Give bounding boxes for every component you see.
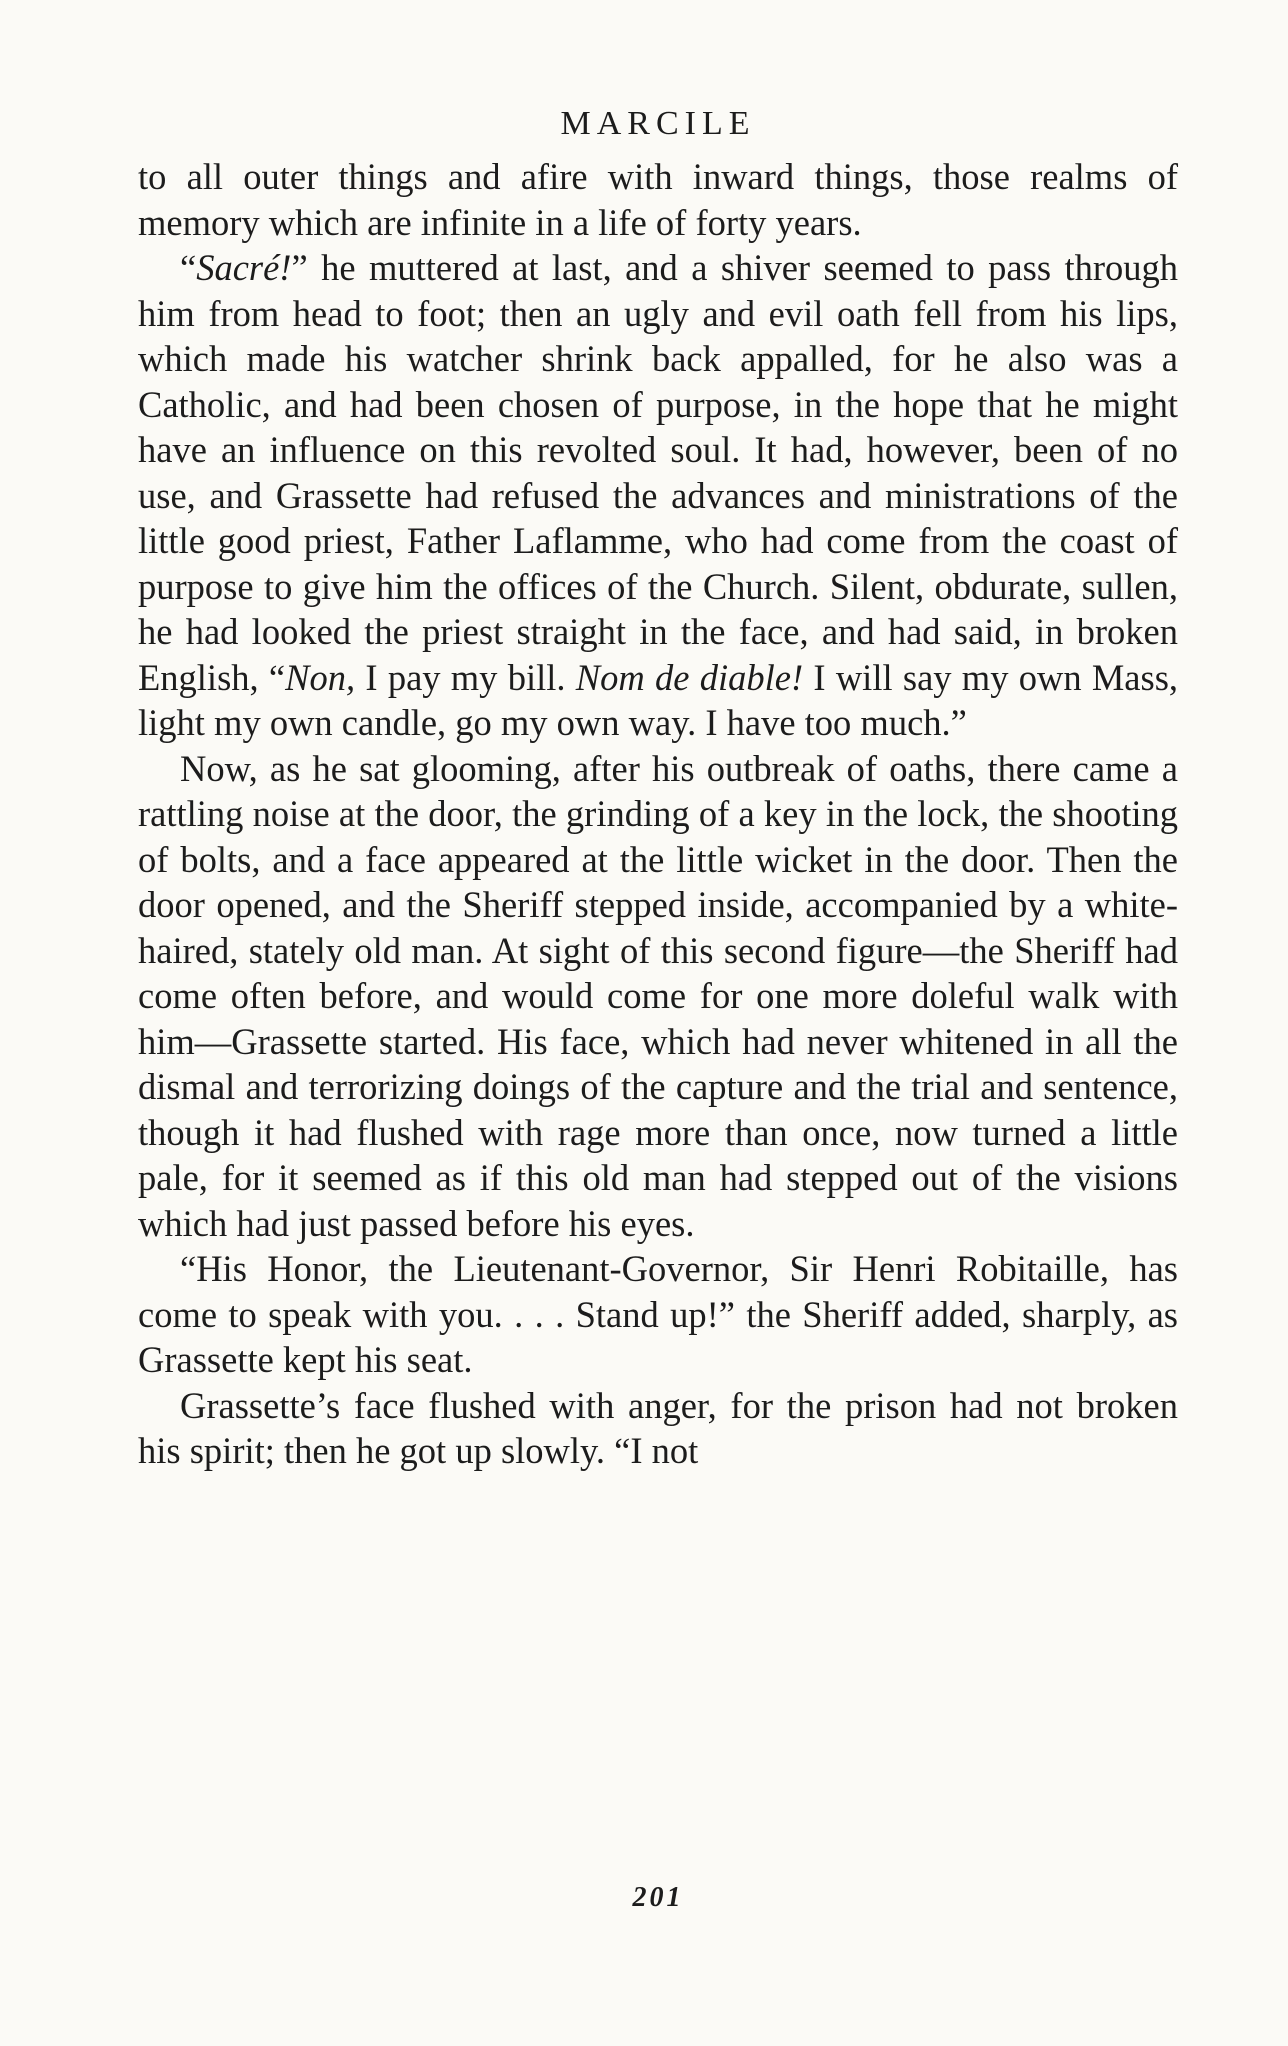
italic-sacre: Sacré! bbox=[196, 247, 292, 288]
open-quote: “ bbox=[180, 247, 197, 288]
paragraph-2-text-a: ” he muttered at last, and a shiver seemed to pass through him from head to foot; then an ugly and evil oath fell from his lips, which made his watcher shrink back appalled, for he also was a Catholic, and had been chosen of purpose, in the hope that he might have an influence on this revolted soul. It had, however, been of no use, and Grassette had refused the advances and ministrations of the little good priest, Father Laflamme, who had come from the coast of purpose to give him the offices of the Church. Silent, obdurate, sullen, he had looked the priest straight in the face, and had said, in broken English, “ bbox=[138, 247, 1178, 698]
page-number: 201 bbox=[632, 1882, 684, 1913]
paragraph-1: to all outer things and afire with inward things, those realms of memory which are infinite in a life of forty years. bbox=[138, 156, 1178, 243]
paragraph-3: Now, as he sat glooming, after his outbreak of oaths, there came a rattling noise at the door, the grinding of a key in the lock, the shooting of bolts, and a face appeared at the little wicket in the door. Then the door opened, and the Sheriff stepped inside, accompanied by a white-haired, stately old man. At sight of this second figure—the Sheriff had come often before, and would come for one more doleful walk with him—Grassette started. His face, which had never whitened in all the dismal and terrorizing doings of the capture and the trial and sentence, though it had flushed with rage more than once, now turned a little pale, for it seemed as if this old man had stepped out of the visions which had just passed before his eyes. bbox=[138, 747, 1178, 1244]
running-title: MARCILE bbox=[560, 105, 756, 142]
book-page bbox=[138, 100, 1179, 1913]
paragraph-4: “His Honor, the Lieutenant-Governor, Sir Henri Robitaille, has come to speak with you. . . . Stand up!” the Sheriff added, sharply, as Grassette kept his seat. bbox=[138, 1248, 1178, 1380]
paragraph-2 bbox=[138, 245, 1178, 746]
paragraph-2-text-c: I will say my own Mass, light my own candle, go my own way. I have too much.” bbox=[138, 656, 1179, 743]
paragraph-5: Grassette’s face flushed with anger, for the prison had not broken his spirit; then he got up slowly. “I not bbox=[138, 1384, 1178, 1471]
italic-non: Non, bbox=[285, 656, 356, 698]
paragraph-2-text-b: I pay my bill. bbox=[355, 656, 576, 698]
body-text bbox=[138, 154, 1178, 1474]
italic-nom-de-diable: Nom de diable! bbox=[575, 656, 804, 698]
